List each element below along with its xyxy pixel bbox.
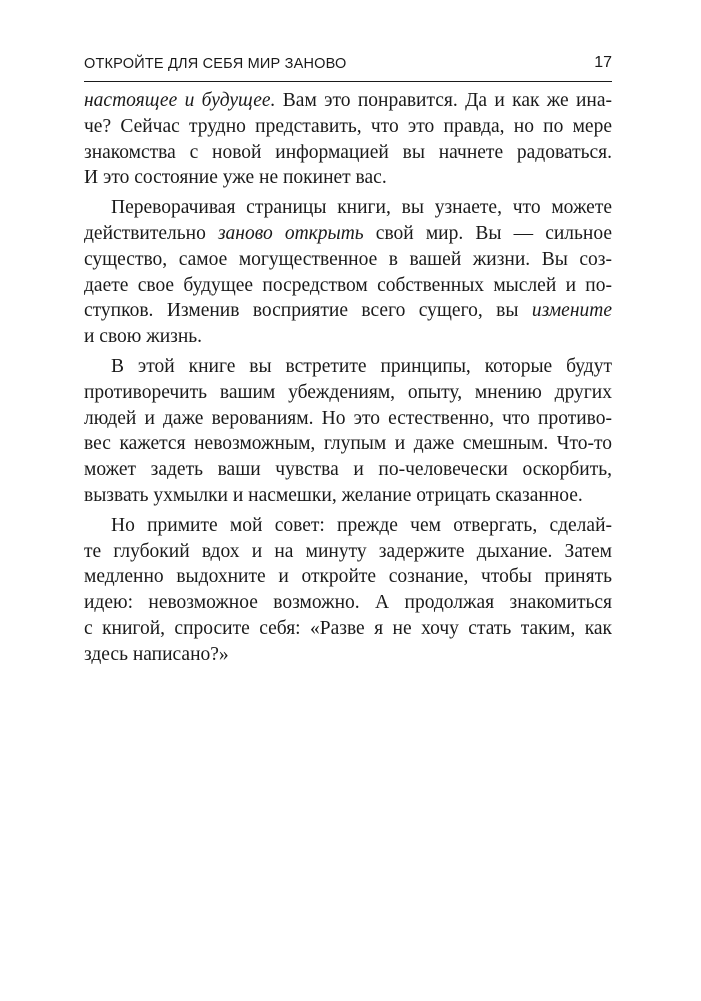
running-header [84,54,612,80]
text-run: здесь написано?» [84,643,229,665]
text-line [84,457,612,483]
text-line [84,298,612,324]
page-number: 17 [594,54,612,71]
text-line [84,221,612,247]
text-line [84,195,612,221]
italic-text: заново открыть [217,222,364,244]
header-rule [84,81,612,82]
text-run: людей и даже верованиям. Но это естественно, что противо- [84,407,612,429]
text-line [84,431,612,457]
text-run: знакомства с новой информацией вы начнете радоваться. [84,141,612,163]
text-line [84,539,612,565]
text-line [84,354,612,380]
text-line [84,380,612,406]
text-line [84,165,612,191]
text-run: те глубокий вдох и на минуту задержите дыхание. Затем [84,540,612,562]
text-run: идею: невозможное возможно. А продолжая знакомиться [84,592,612,614]
text-line [84,324,612,350]
paragraph [84,195,612,350]
text-run: действительно [84,222,218,244]
text-run: существо, самое могущественное в вашей жизни. Вы соз- [84,248,612,270]
text-line [84,247,612,273]
text-run: и свою жизнь. [84,326,203,348]
paragraph [84,88,612,191]
paragraph [84,354,612,509]
text-run: медленно выдохните и откройте сознание, чтобы принять [84,566,612,588]
italic-text: настоящее и будущее. [84,90,276,111]
text-run: даете свое будущее посредством собственных мыслей и по- [84,274,612,296]
text-line [84,564,612,590]
text-line [84,483,612,509]
text-run: И это состояние уже не покинет вас. [84,167,387,189]
text-line [84,616,612,642]
text-line [84,273,612,299]
body-text [84,88,612,668]
text-run: че? Сейчас трудно представить, что это правда, но по мере [84,115,612,137]
text-run: В этой книге вы встретите принципы, которые будут [111,355,612,377]
text-line [84,513,612,539]
text-run: вызвать ухмылки и насмешки, желание отрицать сказанное. [84,484,583,506]
text-run: Переворачивая страницы книги, вы узнаете, что можете [111,197,612,219]
text-line [84,590,612,616]
text-line [84,406,612,432]
paragraph [84,513,612,668]
text-run: Но примите мой совет: прежде чем отвергать, сделай- [111,514,612,536]
text-line [84,88,612,114]
text-run: свой мир. Вы — сильное [363,222,613,244]
text-run: с книгой, спросите себя: «Разве я не хочу стать таким, как [84,617,612,639]
text-run: противоречить вашим убеждениям, опыту, мнению других [84,381,612,403]
text-line [84,140,612,166]
text-line [84,114,612,140]
text-line [84,642,612,668]
running-title: ОТКРОЙТЕ ДЛЯ СЕБЯ МИР ЗАНОВО [84,56,347,72]
text-run: вес кажется невозможным, глупым и даже смешным. Что-то [84,433,612,455]
text-run: ступков. Изменив восприятие всего сущего, вы [84,300,532,322]
text-run: может задеть ваши чувства и по-человечески оскорбить, [84,459,612,481]
text-run: Вам это понравится. Да и как же ина- [275,90,612,111]
italic-text: измените [531,300,612,322]
